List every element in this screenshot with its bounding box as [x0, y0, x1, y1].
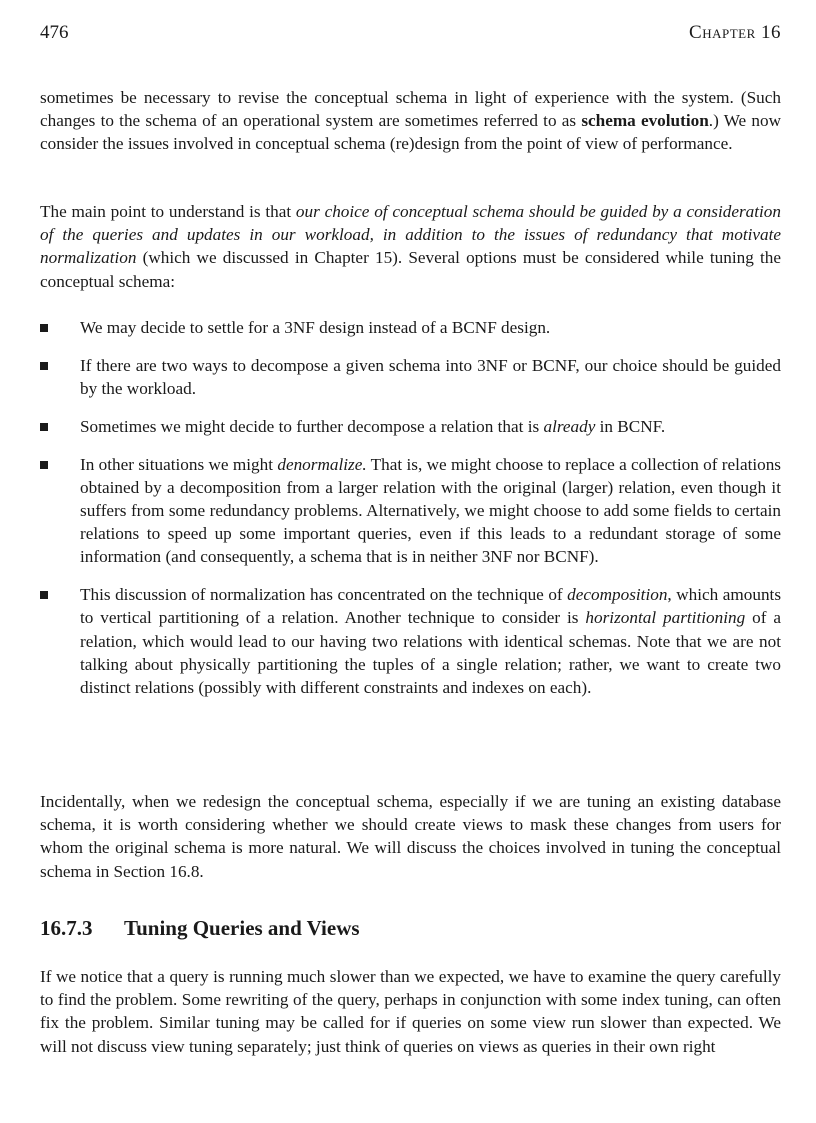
- list-item: [40, 453, 781, 569]
- bullet-5-text-2: , which amounts to vertical partitioning of a relation. Another technique to consider is: [80, 585, 782, 628]
- square-bullet-icon: [40, 423, 48, 431]
- square-bullet-icon: [40, 591, 48, 599]
- bullet-3-text-1: Sometimes we might decide to further decompose a relation that is: [80, 416, 544, 436]
- square-bullet-icon: [40, 461, 48, 469]
- square-bullet-icon: [40, 362, 48, 370]
- list-item: [40, 583, 781, 699]
- bullet-2-text: If there are two ways to decompose a given schema into 3NF or BCNF, our choice should be guided by the workload.: [80, 355, 781, 398]
- paragraph-schema-evolution: [40, 86, 781, 156]
- list-item: [40, 354, 781, 400]
- bullet-3-text-2: in BCNF.: [595, 416, 666, 436]
- p1-text-1: sometimes be necessary to revise the conceptual schema in light of experience with the system. (Such changes to the schema of an operational system are sometimes referred to as: [40, 88, 781, 131]
- bullet-4-text-2: That is, we might choose to replace a collection of relations obtained by a decomposition from a larger relation with the original (larger) relation, even though it suffers from some redundancy problems. Alternatively, we might choose to add some fields to certain relations to speed up some important queries, even if this leads to a redundant storage of some information (and consequently, a schema that is in neither 3NF nor BCNF).: [80, 454, 781, 567]
- running-head: [40, 22, 781, 46]
- list-item: [40, 415, 781, 438]
- section-number: 16.7.3: [40, 916, 93, 940]
- term-schema-evolution: schema evolution: [581, 111, 709, 131]
- section-heading: [40, 916, 781, 941]
- bullet-5-text-3: of a relation, which would lead to our having two relations with identical schemas. Note that we are not talking about physically partitioning the tuples of a single relation; rather, we want to create two distinct relations (possibly with different constraints and indexes on each).: [80, 608, 781, 698]
- bullet-5-emphasis-1: decomposition: [567, 585, 668, 605]
- p2-text-1: The main point to understand is that: [40, 202, 296, 221]
- square-bullet-icon: [40, 324, 48, 332]
- paragraph-tuning-queries: If we notice that a query is running much slower than we expected, we have to examine the query carefully to find the problem. Some rewriting of the query, perhaps in conjunction with some index tuning, can often fix the problem. Similar tuning may be called for if queries on some view run slower than expected. We will not discuss view tuning separately; just think of queries on views as queries in their own right: [40, 967, 781, 1056]
- bullet-4-text-1: In other situations we might: [80, 454, 278, 474]
- paragraph-main-point: [40, 200, 781, 293]
- bullet-5-text-1: This discussion of normalization has concentrated on the technique of: [80, 585, 568, 605]
- list-item: [40, 316, 781, 339]
- p2-emphasis: our choice of conceptual schema should be guided by a consideration of the queries and updates in our workload, in addition to the issues of redundancy that motivate normalization: [40, 202, 781, 268]
- bullet-4-emphasis: denormalize.: [277, 454, 367, 474]
- p2-text-2: (which we discussed in Chapter 15). Several options must be considered while tuning the conceptual schema:: [40, 248, 781, 291]
- page-number: 476: [40, 22, 69, 43]
- chapter-label: Chapter 16: [689, 22, 781, 43]
- p1-text-2: .) We now consider the issues involved in conceptual schema (re)design from the point of view of performance.: [40, 111, 781, 154]
- section-title: Tuning Queries and Views: [124, 916, 360, 940]
- paragraph-views: Incidentally, when we redesign the conceptual schema, especially if we are tuning an existing database schema, it is worth considering whether we should create views to mask these changes from users for whom the original schema is more natural. We will discuss the choices involved in tuning the conceptual schema in Section 16.8.: [40, 792, 781, 881]
- bullet-5-emphasis-2: horizontal partitioning: [585, 608, 746, 628]
- tuning-options-list: [40, 316, 781, 714]
- bullet-3-emphasis: already: [543, 416, 596, 436]
- bullet-1-text: We may decide to settle for a 3NF design instead of a BCNF design.: [80, 318, 551, 337]
